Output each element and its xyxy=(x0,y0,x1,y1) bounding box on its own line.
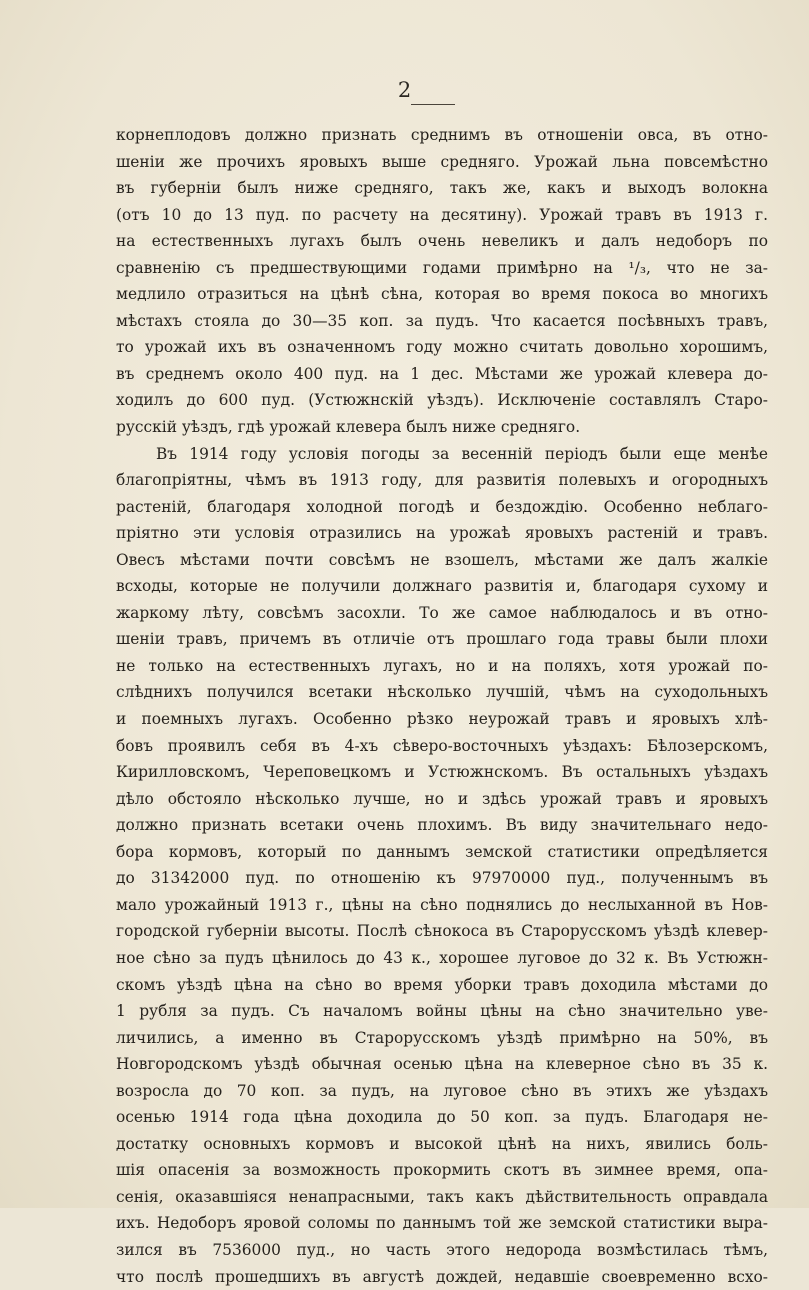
text-line: должно признать всетаки очень плохимъ. Въ виду значительнаго недо- xyxy=(116,816,768,835)
text-line: шiя опасенiя за возможность прокормить скотъ въ зимнее время, опа- xyxy=(116,1161,768,1180)
text-line: Кирилловскомъ, Череповецкомъ и Устюжнскомъ. Въ остальныхъ уѣздахъ xyxy=(116,763,768,782)
text-line: всходы, которые не получили должнаго развитiя и, благодаря сухому и xyxy=(116,577,768,596)
text-line: личились, а именно въ Старорусскомъ уѣздѣ примѣрно на 50%, въ xyxy=(116,1028,768,1047)
text-line: шенiи травъ, причемъ въ отличiе отъ прошлаго года травы были плохи xyxy=(116,630,768,649)
text-line: ходилъ до 600 пуд. (Устюжнскiй уѣздъ). Исключенiе составлялъ Старо- xyxy=(116,391,768,410)
text-line: прiятно эти условiя отразились на урожаѣ яровыхъ растенiй и травъ. xyxy=(116,524,768,543)
text-line: (отъ 10 до 13 пуд. по расчету на десятину). Урожай травъ въ 1913 г. xyxy=(116,205,768,224)
text-line: скомъ уѣздѣ цѣна на сѣно во время уборки травъ доходила мѣстами до xyxy=(116,975,768,994)
text-line: въ губернiи былъ ниже средняго, такъ же, какъ и выходъ волокна xyxy=(116,179,768,198)
page-number-rule xyxy=(411,104,455,105)
text-line: 1 рубля за пудъ. Съ началомъ войны цѣны на сѣно значительно уве- xyxy=(116,1002,768,1021)
text-line: мѣстахъ стояла до 30—35 коп. за пудъ. Что касается посѣвныхъ травъ, xyxy=(116,311,768,330)
text-line: бовъ проявилъ себя въ 4-хъ сѣверо-восточныхъ уѣздахъ: Бѣлозерскомъ, xyxy=(116,736,768,755)
text-line: возросла до 70 коп. за пудъ, на луговое сѣно въ этихъ же уѣздахъ xyxy=(116,1081,768,1100)
text-line: мало урожайный 1913 г., цѣны на сѣно поднялись до неслыханной въ Нов- xyxy=(116,895,768,914)
text-line: городской губернiи высоты. Послѣ сѣнокоса въ Старорусскомъ уѣздѣ клевер- xyxy=(116,922,768,941)
text-line: растенiй, благодаря холодной погодѣ и бездождiю. Особенно неблаго- xyxy=(116,497,768,516)
text-line: что послѣ прошедшихъ въ августѣ дождей, недавшiе своевременно всхо- xyxy=(116,1267,768,1286)
text-line: русскiй уѣздъ, гдѣ урожай клевера былъ ниже средняго. xyxy=(116,418,581,437)
text-line: сенiя, оказавшiяся ненапрасными, такъ какъ дѣйствительность оправдала xyxy=(116,1187,768,1206)
text-line: медлило отразиться на цѣнѣ сѣна, которая во время покоса во многихъ xyxy=(116,285,768,304)
text-line: жаркому лѣту, совсѣмъ засохли. То же самое наблюдалось и въ отно- xyxy=(116,603,768,622)
text-line: Новгородскомъ уѣздѣ обычная осенью цѣна на клеверное сѣно въ 35 к. xyxy=(116,1055,768,1074)
text-line: ное сѣно за пудъ цѣнилось до 43 к., хорошее луговое до 32 к. Въ Устюжн- xyxy=(116,948,768,967)
body-text xyxy=(116,122,768,1290)
text-line: сравненiю съ предшествующими годами примѣрно на ¹/₃, что не за- xyxy=(116,258,768,277)
text-line: корнеплодовъ должно признать среднимъ въ отношенiи овса, въ отно- xyxy=(116,126,768,144)
text-line: то урожай ихъ въ означенномъ году можно считать довольно хорошимъ, xyxy=(116,338,768,357)
text-line: осенью 1914 года цѣна доходила до 50 коп. за пудъ. Благодаря не- xyxy=(116,1108,768,1127)
text-line: въ среднемъ около 400 пуд. на 1 дес. Мѣстами же урожай клевера до- xyxy=(116,364,768,383)
text-line: ихъ. Недоборъ яровой соломы по даннымъ той же земской статистики выра- xyxy=(116,1214,768,1233)
text-line: Въ 1914 году условiя погоды за весеннiй перiодъ были еще менѣе xyxy=(156,444,768,463)
text-line: до 31342000 пуд. по отношенiю къ 97970000 пуд., полученнымъ въ xyxy=(116,869,768,888)
text-line: слѣднихъ получился всетаки нѣсколько лучшiй, чѣмъ на суходольныхъ xyxy=(116,683,768,702)
text-line: и поемныхъ лугахъ. Особенно рѣзко неурожай травъ и яровыхъ хлѣ- xyxy=(116,710,768,729)
text-line: достатку основныхъ кормовъ и высокой цѣнѣ на нихъ, явились боль- xyxy=(116,1134,768,1153)
page-number: 2 xyxy=(397,78,412,102)
text-line: Овесъ мѣстами почти совсѣмъ не взошелъ, мѣстами же далъ жалкiе xyxy=(116,550,768,569)
text-line: на естественныхъ лугахъ былъ очень невеликъ и далъ недоборъ по xyxy=(116,232,768,251)
text-line: дѣло обстояло нѣсколько лучше, но и здѣсь урожай травъ и яровыхъ xyxy=(116,789,768,808)
text-line: шенiи же прочихъ яровыхъ выше средняго. Урожай льна повсемѣстно xyxy=(116,152,768,171)
text-line: бора кормовъ, который по даннымъ земской статистики опредѣляется xyxy=(116,842,768,861)
text-line: благопрiятны, чѣмъ въ 1913 году, для развитiя полевыхъ и огородныхъ xyxy=(116,471,768,490)
text-line: зился въ 7536000 пуд., но часть этого недорода возмѣстилась тѣмъ, xyxy=(116,1240,768,1259)
text-line: не только на естественныхъ лугахъ, но и на поляхъ, хотя урожай по- xyxy=(116,656,768,675)
